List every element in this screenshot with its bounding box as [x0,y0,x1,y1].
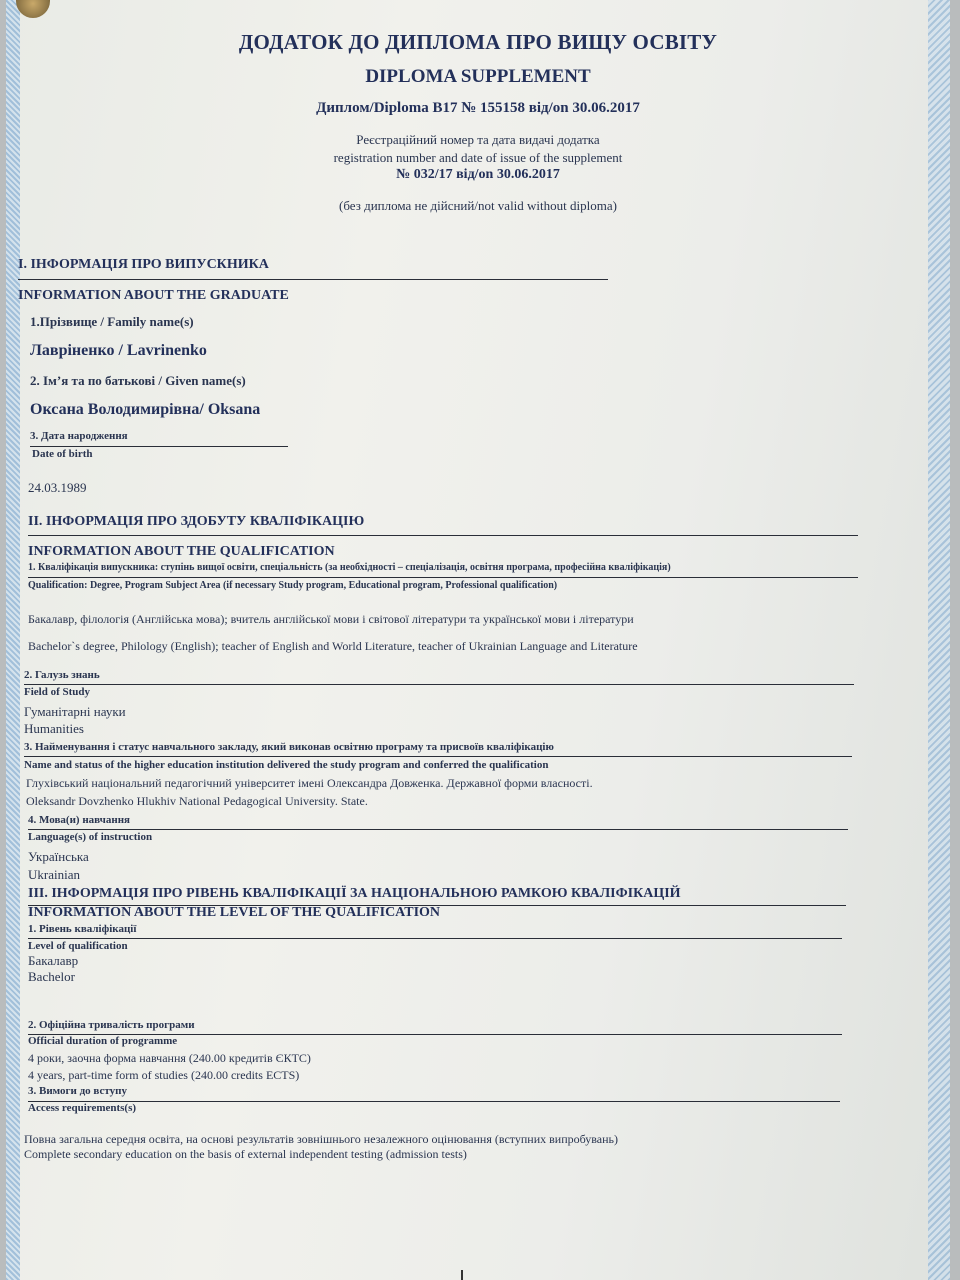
section2-title-en: INFORMATION ABOUT THE QUALIFICATION [28,544,335,559]
institution-label-en: Name and status of the higher education institution delivered the study program and conferred the qualification [24,759,549,771]
qualification-rule [28,577,858,578]
section2-title-ua: II. ІНФОРМАЦІЯ ПРО ЗДОБУТУ КВАЛІФІКАЦІЮ [28,514,365,529]
dob-rule [30,446,288,447]
institution-value-en: Oleksandr Dovzhenko Hlukhiv National Pedagogical University. State. [26,794,368,808]
level-value-en: Bachelor [28,969,75,984]
section3-title-en: INFORMATION ABOUT THE LEVEL OF THE QUALIFICATION [28,905,441,920]
validity-note: (без диплома не дійсний/not valid without diploma) [339,198,617,213]
family-name-label: 1.Прізвище / Family name(s) [30,314,194,329]
registration-label-en: registration number and date of issue of the supplement [333,150,623,165]
field-label-en: Field of Study [24,686,91,698]
dob-label-ua: 3. Дата народження [30,430,128,442]
access-label-ua: 3. Вимоги до вступу [28,1085,127,1097]
access-value-en: Complete secondary education on the basis of external independent testing (admission tests) [24,1147,467,1161]
pushpin [16,0,50,18]
level-rule [28,938,842,939]
field-value-ua: Гуманітарні науки [24,704,126,719]
given-name-label: 2. Ім’я та по батькові / Given name(s) [30,373,246,388]
document-title-en: DIPLOMA SUPPLEMENT [365,66,591,87]
section1-title-en: INFORMATION ABOUT THE GRADUATE [18,288,289,303]
institution-rule [24,756,852,757]
section1-title-ua: I. ІНФОРМАЦІЯ ПРО ВИПУСКНИКА [18,257,269,272]
level-value-ua: Бакалавр [28,953,79,968]
section3-title-ua: III. ІНФОРМАЦІЯ ПРО РІВЕНЬ КВАЛІФІКАЦІЇ ЗА НАЦІОНАЛЬНОЮ РАМКОЮ КВАЛІФІКАЦІЙ [28,886,681,901]
diploma-number: Диплом/Diploma В17 № 155158 від/on 30.06.2017 [316,100,640,116]
language-label-ua: 4. Мова(и) навчання [28,814,131,826]
given-name-value: Оксана Володимирівна/ Oksana [30,401,261,418]
institution-value-ua: Глухівський національний педагогічний університет імені Олександра Довженка. Державної форми власності. [26,776,593,790]
field-rule [24,684,854,685]
family-name-value: Лавріненко / Lavrinenko [30,342,207,359]
access-rule [28,1101,840,1102]
access-value-ua: Повна загальна середня освіта, на основі результатів зовнішнього незалежного оцінювання (вступних випробувань) [24,1132,619,1146]
registration-number: № 032/17 від/on 30.06.2017 [396,167,560,182]
dob-label-en: Date of birth [32,448,93,460]
language-value-ua: Українська [28,849,89,864]
institution-label-ua: 3. Найменування і статус навчального закладу, який виконав освітню програму та присвоїв кваліфікацію [24,741,554,753]
level-label-en: Level of qualification [28,940,128,952]
duration-label-en: Official duration of programme [28,1035,178,1047]
duration-label-ua: 2. Офіційна тривалість програми [28,1019,195,1031]
duration-value-en: 4 years, part-time form of studies (240.00 credits ECTS) [28,1068,300,1082]
qualification-value-ua: Бакалавр, філологія (Англійська мова); вчитель англійської мови і світової літератури та української мови і літератури [28,612,634,626]
section2-rule [28,535,858,536]
diploma-supplement-page [6,0,950,1280]
qualification-value-en: Bachelor`s degree, Philology (English); teacher of English and World Literature, teacher of Ukrainian Language and Literature [28,639,638,653]
document-title-ua: ДОДАТОК ДО ДИПЛОМА ПРО ВИЩУ ОСВІТУ [238,30,718,54]
dob-value: 24.03.1989 [28,480,87,495]
duration-value-ua: 4 роки, заочна форма навчання (240.00 кредитів ЄКТС) [28,1051,311,1065]
field-label-ua: 2. Галузь знань [24,669,100,681]
language-rule [28,829,848,830]
language-label-en: Language(s) of instruction [28,831,153,843]
qualification-label-ua: 1. Кваліфікація випускника: ступінь вищої освіти, спеціальність (за необхідності – спеціалізація, освітня програма, професійна кваліфікація) [28,562,671,573]
level-label-ua: 1. Рівень кваліфікації [28,923,137,935]
language-value-en: Ukrainian [28,867,80,882]
registration-label-ua: Реєстраційний номер та дата видачі додатка [356,132,600,147]
field-value-en: Humanities [24,721,84,736]
left-ornamental-border [6,0,20,1280]
access-label-en: Access requirements(s) [28,1102,137,1114]
right-ornamental-border [928,0,950,1280]
qualification-label-en: Qualification: Degree, Program Subject Area (if necessary Study program, Educational program, Professional qualification) [28,580,558,591]
page-edge-mark [461,1270,463,1280]
section1-rule [18,279,608,280]
